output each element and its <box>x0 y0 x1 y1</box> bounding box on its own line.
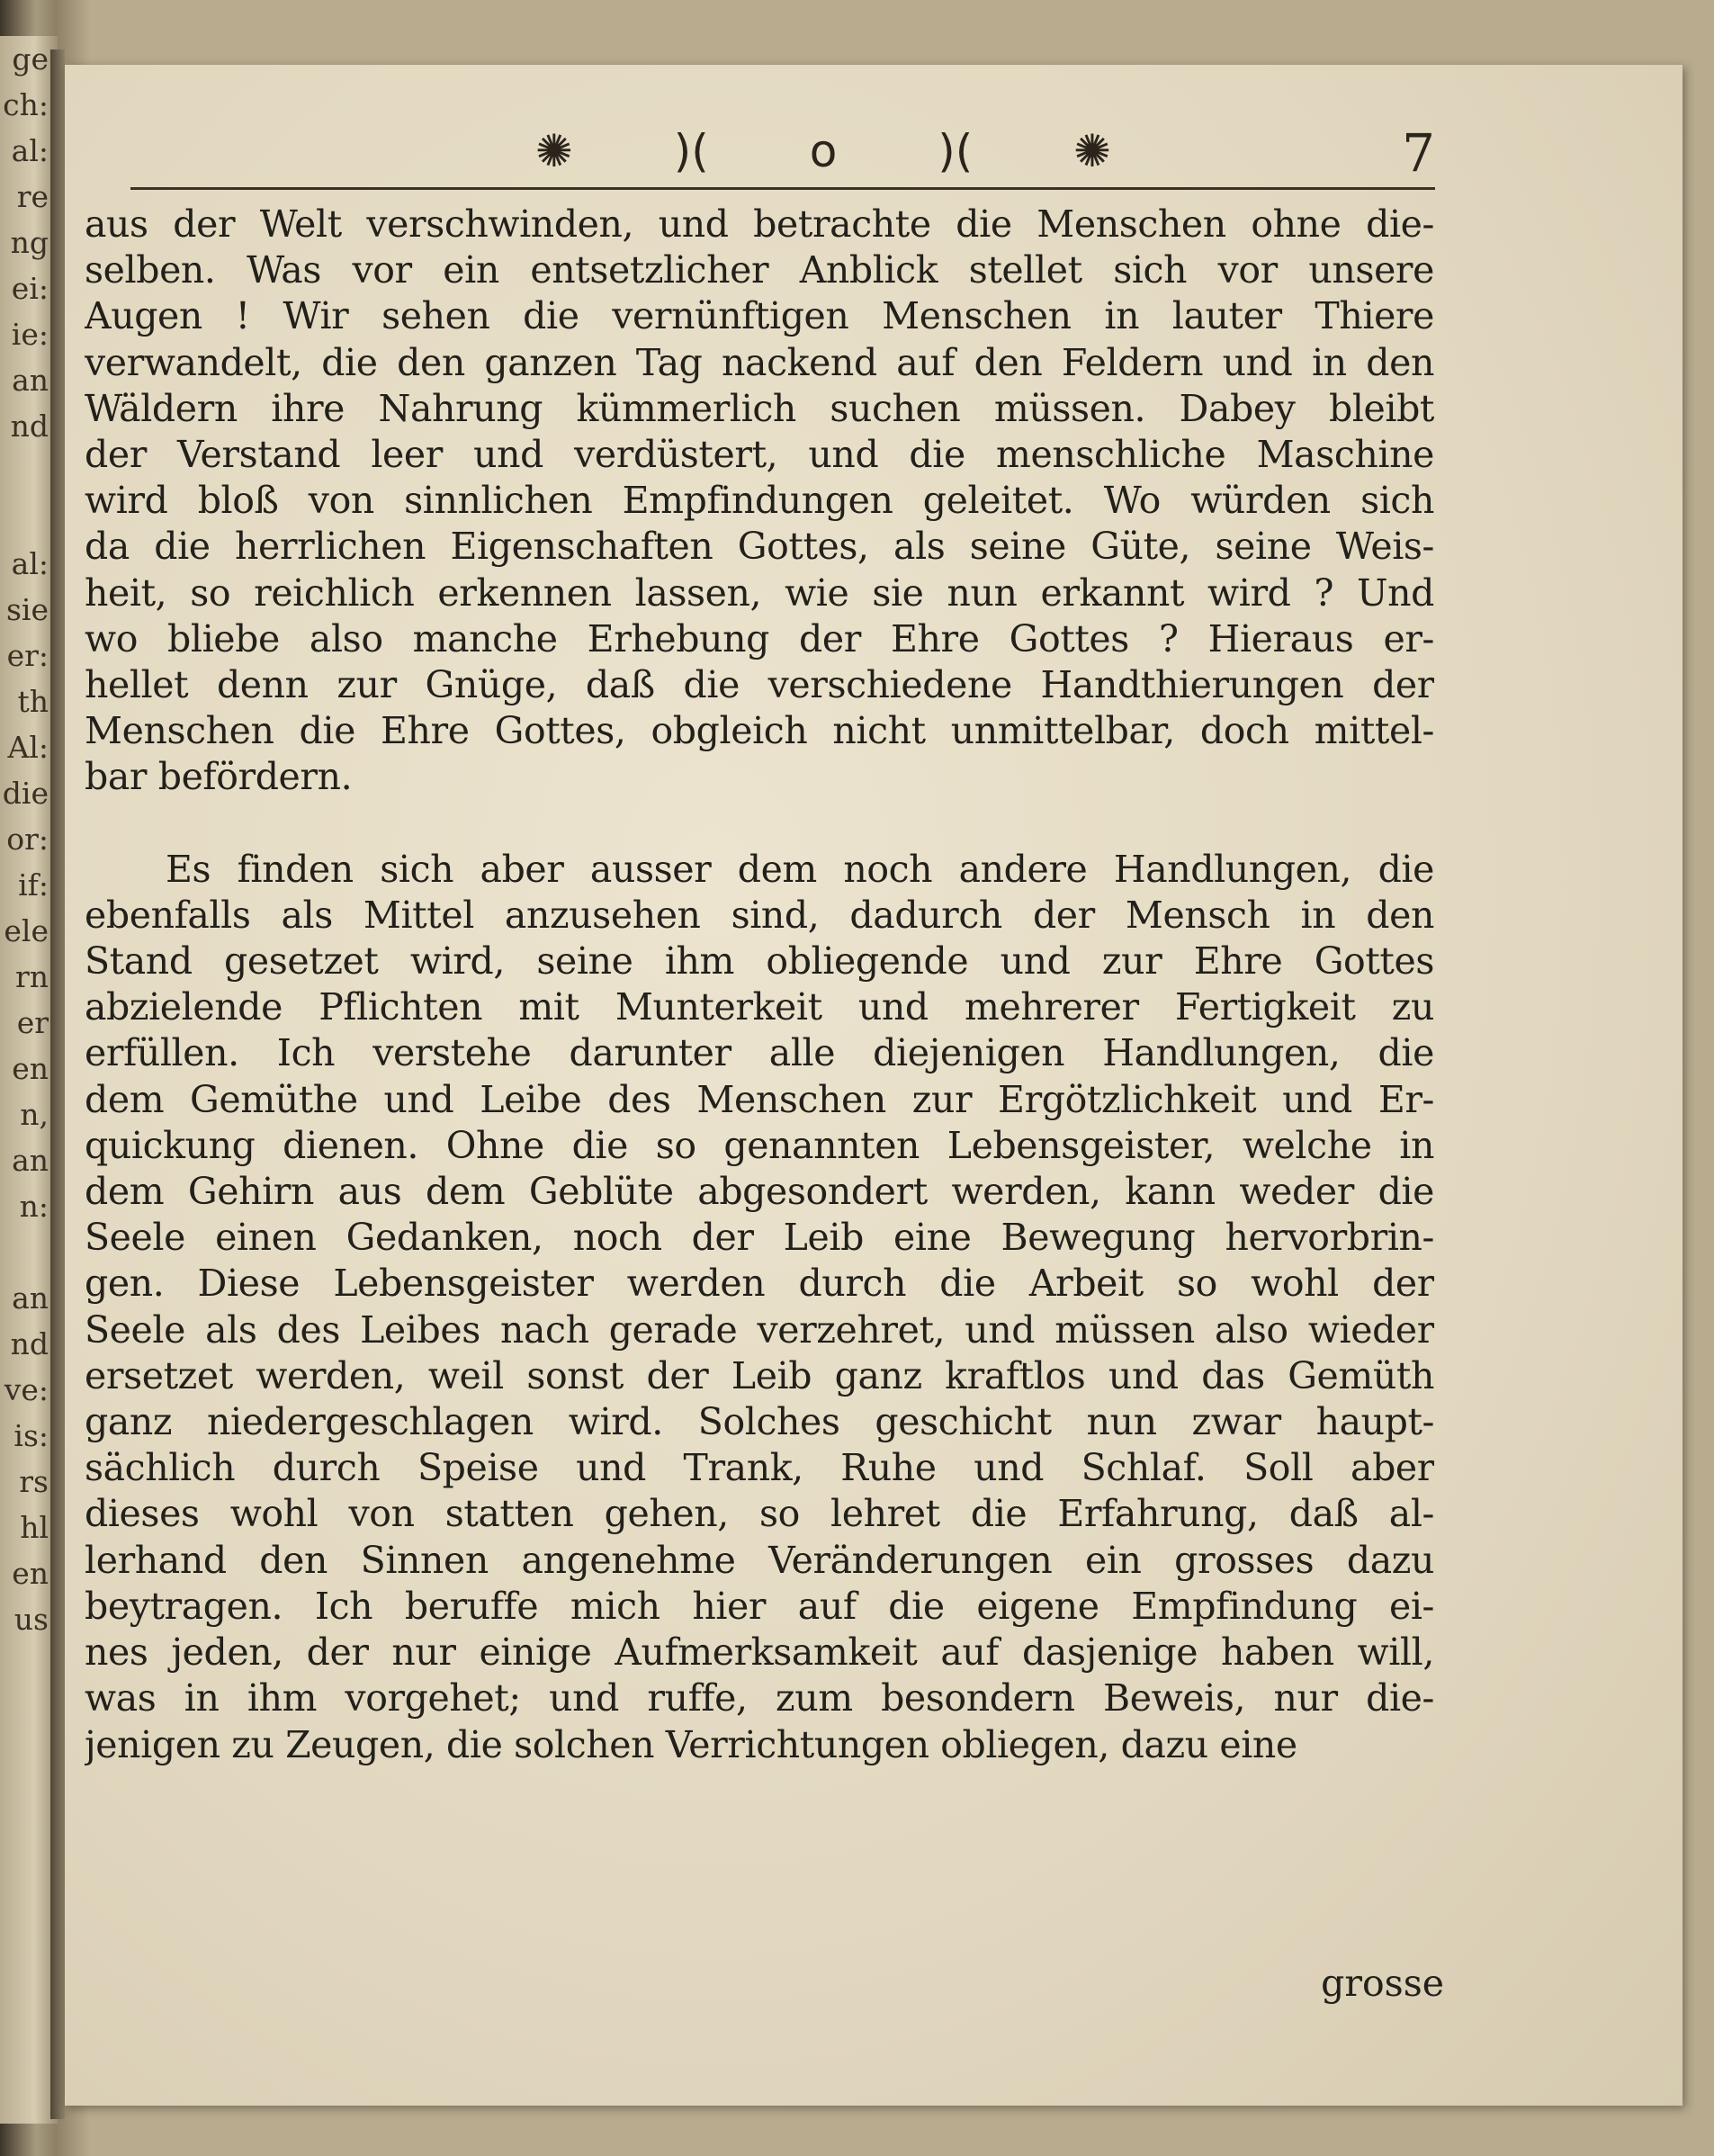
text-line: wird bloß von sinnlichen Empfindungen geleitet. Wo würden sich <box>85 479 1434 523</box>
facing-page-fragment: an <box>12 363 49 398</box>
header-rule <box>130 187 1435 190</box>
facing-page-fragment: er: <box>6 638 49 673</box>
facing-page-fragment: an <box>12 1143 49 1178</box>
facing-page-fragment: n, <box>20 1097 49 1132</box>
facing-page-fragment: nd <box>10 409 49 444</box>
facing-page-fragment: an <box>12 1280 49 1316</box>
facing-page-fragment: sie <box>5 592 49 627</box>
facing-page-fragment: re <box>16 179 49 214</box>
text-line: ebenfalls als Mittel anzusehen sind, dadurch der Mensch in den <box>85 893 1434 937</box>
text-line: was in ihm vorgehet; und ruffe, zum besondern Beweis, nur die- <box>85 1676 1434 1720</box>
facing-page-fragment: ch: <box>3 87 49 122</box>
facing-page-fragment: ge <box>12 41 49 76</box>
facing-page-fragment: hl <box>20 1510 49 1545</box>
facing-page-fragment: rs <box>19 1464 49 1499</box>
bracket-ornament: )( <box>938 125 974 177</box>
facing-page-fragment: die <box>2 776 49 811</box>
body-text <box>85 202 1434 1768</box>
facing-page-fragment: th <box>17 684 49 719</box>
text-line: ganz niedergeschlagen wird. Solches geschicht nun zwar haupt- <box>85 1400 1434 1444</box>
facing-page-fragment: en <box>12 1556 49 1591</box>
text-line: Wäldern ihre Nahrung kümmerlich suchen müssen. Dabey bleibt <box>85 386 1434 430</box>
text-line: ersetzet werden, weil sonst der Leib ganz kraftlos und das Gemüth <box>85 1353 1434 1397</box>
facing-page-fragment: al: <box>11 133 49 168</box>
facing-page-edge <box>0 36 58 2124</box>
facing-page-fragment: ele <box>4 913 49 948</box>
facing-page-fragment: ie: <box>11 317 49 352</box>
facing-page-fragment: Al: <box>7 730 49 765</box>
text-line: jenigen zu Zeugen, die solchen Verrichtungen obliegen, dazu eine <box>85 1722 1297 1766</box>
text-line: Stand gesetzet wird, seine ihm obliegende und zur Ehre Gottes <box>85 939 1434 984</box>
text-line: dem Gemüthe und Leibe des Menschen zur Ergötzlichkeit und Er- <box>85 1077 1434 1121</box>
facing-page-fragment: us <box>13 1602 49 1637</box>
flower-ornament-icon: ✺ <box>1073 125 1111 177</box>
page-header <box>130 106 1435 196</box>
facing-page-fragment <box>0 495 58 541</box>
text-line: erfüllen. Ich verstehe darunter alle diejenigen Handlungen, die <box>85 1031 1434 1075</box>
text-line: gen. Diese Lebensgeister werden durch die Arbeit so wohl der <box>85 1262 1434 1306</box>
text-line: selben. Was vor ein entsetzlicher Anblick stellet sich vor unsere <box>85 248 1434 292</box>
text-line: Seele einen Gedanken, noch der Leib eine Bewegung hervorbrin- <box>85 1216 1434 1260</box>
facing-page-fragment <box>0 449 58 495</box>
text-line: wo bliebe also manche Erhebung der Ehre Gottes ? Hieraus er- <box>85 616 1434 660</box>
paragraph-1 <box>85 202 1434 801</box>
text-line: quickung dienen. Ohne die so genannten Lebensgeister, welche in <box>85 1123 1434 1167</box>
text-line: heit, so reichlich erkennen lassen, wie sie nun erkannt wird ? Und <box>85 570 1434 615</box>
facing-page-fragment: al: <box>11 546 49 581</box>
page-number: 7 <box>1402 122 1435 184</box>
text-line: aus der Welt verschwinden, und betrachte die Menschen ohne die- <box>85 202 1434 246</box>
text-line: Menschen die Ehre Gottes, obgleich nicht unmittelbar, doch mittel- <box>85 709 1434 753</box>
text-line: abzielende Pflichten mit Munterkeit und mehrerer Fertigkeit zu <box>85 985 1434 1029</box>
facing-page-fragment: rn <box>14 959 49 994</box>
text-line: der Verstand leer und verdüstert, und die menschliche Maschine <box>85 433 1434 477</box>
facing-page-fragment: is: <box>13 1418 49 1453</box>
text-line: bar befördern. <box>85 755 353 799</box>
flower-ornament-icon: ✺ <box>535 125 573 177</box>
facing-page-fragment: n: <box>19 1189 49 1224</box>
facing-page-fragment: er <box>16 1005 49 1040</box>
text-line: Es finden sich aber ausser dem noch andere Handlungen, die <box>166 847 1434 891</box>
text-line: Augen ! Wir sehen die vernünftigen Menschen in lauter Thiere <box>85 294 1434 338</box>
facing-page-fragment: or: <box>6 822 49 857</box>
bracket-ornament: )( <box>673 125 709 177</box>
catchword: grosse <box>1321 1962 1444 2005</box>
text-line: Seele als des Leibes nach gerade verzehret, und müssen also wieder <box>85 1307 1434 1352</box>
book-gutter <box>50 49 65 2119</box>
facing-page-fragment: ve: <box>4 1372 49 1407</box>
text-line: nes jeden, der nur einige Aufmerksamkeit auf dasjenige haben will, <box>85 1630 1434 1675</box>
paragraph-2 <box>85 847 1434 1768</box>
text-line: beytragen. Ich beruffe mich hier auf die eigene Empfindung ei- <box>85 1584 1434 1628</box>
facing-page-fragment: nd <box>10 1326 49 1361</box>
facing-page-fragment: if: <box>18 867 49 903</box>
text-line: verwandelt, die den ganzen Tag nackend auf den Feldern und in den <box>85 340 1434 384</box>
text-line: dieses wohl von statten gehen, so lehret die Erfahrung, daß al- <box>85 1492 1434 1536</box>
paragraph-gap <box>85 801 1434 847</box>
text-line: lerhand den Sinnen angenehme Veränderungen ein grosses dazu <box>85 1538 1434 1582</box>
facing-page-fragment: ng <box>10 225 49 260</box>
facing-page-fragment: ei: <box>11 271 49 306</box>
facing-page-fragment: en <box>12 1051 49 1086</box>
text-line: dem Gehirn aus dem Geblüte abgesondert werden, kann weder die <box>85 1170 1434 1214</box>
text-line: da die herrlichen Eigenschaften Gottes, als seine Güte, seine Weis- <box>85 525 1434 569</box>
header-ornament <box>535 124 1111 178</box>
facing-page-fragment <box>0 1229 58 1275</box>
text-line: sächlich durch Speise und Trank, Ruhe und Schlaf. Soll aber <box>85 1446 1434 1490</box>
circle-ornament: o <box>809 125 838 177</box>
text-line: hellet denn zur Gnüge, daß die verschiedene Handthierungen der <box>85 663 1434 707</box>
